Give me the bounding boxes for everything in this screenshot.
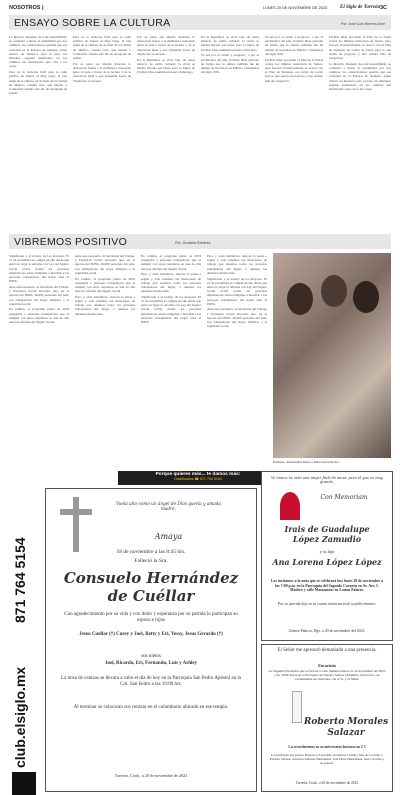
issue-date: LUNES 20 DE NOVIEMBRE DE 2023 xyxy=(263,6,327,10)
article-photo xyxy=(273,253,391,458)
classifieds-banner xyxy=(118,471,278,485)
roberto-name: Roberto Morales Salazar xyxy=(303,717,389,738)
irais-prefix: Con Memoriam xyxy=(320,494,368,501)
newspaper-brand: El Siglo de Torreón xyxy=(340,5,381,10)
obituary-consuelo xyxy=(45,488,257,792)
vibrant-column-3: En cambio, el programa piloto de 2019 aseguraba a personas trabajadoras que al cumplir con estos requisitos se dan de alta ante las oficinas del Seguro Social. Esto, y otras iniciativas, marcan la pauta a seguir y sólo tenemos las situaciones de trabajo que tenemos todos los personas trabajadoras del hogar, a quienes les debemos mucho más. Significado y el trabajo de los mayores. El 21 de noviembre se cumple un año desde que entró en vigor la reforma a la Ley del Seguro Social (LSS) donde las personas empleadoras están obligadas a inscribir a las personas trabajadoras del hogar ante el IMSS. xyxy=(141,254,201,325)
vibrant-column-1: Significado y el trabajo de los mayores. El 21 de noviembre se cumple un año desde que entró en vigor la reforma a la Ley del Seguro Social (LSS) donde las personas empleadoras están obligadas a inscribir a las personas trabajadoras del hogar ante el IMSS. Ante este escenario, la Secretaría del Trabajo y Previsión Social encontró que, en el reporte del IMSS, 46,000 personas del país, son trabajadores del hogar afiliados a la seguridad social. En cambio, el programa piloto de 2019 aseguraba a personas trabajadoras que al cumplir con estos requisitos se dan de alta ante las oficinas del Seguro Social. xyxy=(9,254,69,325)
obit-name: Consuelo Hernández de Cuéllar xyxy=(63,569,239,605)
irais-ask: Por su querida hija en su cuarto aniversario de su fallecimiento. xyxy=(277,602,377,606)
obituary-roberto xyxy=(261,644,393,792)
ribbon-icon xyxy=(280,492,300,520)
candle-icon xyxy=(292,691,302,723)
cross-icon xyxy=(56,497,96,552)
irais-body: Los invitamos a la misa que se celebrará hoy lunes 20 de noviembre a las 7:00 p.m. en la Parroquia del Sagrado Corazón en Av. Ave. I. Madero y calle Matamoros en Lomas Palacio. xyxy=(270,579,384,592)
roberto-participants: Le participan sus padres Roberto e Leopoldo, hermanos: Arturo, Ma. de Lourdes y Fabiola Salazar, sobrinos Antonio Hernández, Joel Pérez Hernández, Ana Carolina y su esposo. xyxy=(269,753,385,765)
classifieds-banner-text: Porque quieres más... te damos más: xyxy=(155,472,241,477)
side-phone: 871 764 5154 xyxy=(12,537,28,623)
classifieds-banner-phone: 871 764 5154 xyxy=(199,477,222,481)
page-number: 3C xyxy=(380,5,388,11)
roberto-text: La Segunda Eucaristía que se llevará a cabo mañana martes 21 de noviembre del 2023 a las 19:00 horas en la Parroquia de Nuestra Señora Chiquitita, Para favor cae cordialmente ser invitados con el Sr. y al Señor. xyxy=(268,669,386,681)
culture-section-header xyxy=(9,15,391,30)
obit-body: Con agradecimiento por su vida y con dolor y esperanza por su partida lo participan su esposo e hijos xyxy=(64,612,238,623)
roberto-footer: Torreón, Coah., a 20 de noviembre de 2023 xyxy=(295,781,359,785)
culture-column-3: Por su parte sus ideales liberales lo destacaron fuerte a la militancia, buscando guiar al país a través de la lectura y de la educación ideal y que Sebastián Lerdo de Tejada fue su sucesor. En la República se vivía bajo un tenaz silencio de exilio cultural; la crisis se habían llevado sus ideas, pero la figura de Porfirio Díaz asumiría un nuevo liderazgo. xyxy=(137,35,195,75)
club-side-strip xyxy=(9,488,39,795)
classifieds-label: Clasificados xyxy=(174,477,194,481)
obit-mass: La misa de cenizas se llevara a cabo el día de hoy en la Parroquia San Pedro Apóstol en la Col. San Isidro a las 19:00 hrs. xyxy=(60,676,242,687)
roberto-note: La recordaremos en su aniversario luctuoso no 2 3 xyxy=(288,745,366,749)
culture-column-1: La historia. Después de toda inestabilidad, se comenzó a llevar la estabilidad por dos caminos, los conservadores querían que esa sociedad en el Europa de siempre, quien obtuvo un monarca para el país, los liberales, seguían insistiendo en los caminos ese monárquico que crea a las cosas. Pero no lo hicieron fácil para la culta política de Juárez ni muy larga, ni una suma de la cultura, en su final de la Ciudad de México, cuando tuvo que dejarlo a Comonfort cuando este dio un autogolpe de estado. xyxy=(9,35,67,96)
club-logo xyxy=(12,772,36,795)
culture-column-4: En la República se vivía bajo un tenaz silencio de exilio cultural; la crisis se habían llevado sus ideas, pero la figura de Porfirio Díaz asumiría un nuevo liderazgo. Ya sea por el 'orden y progreso', o por el pacificador del país, Porfirio Díaz gobernó de forma que la cultura también fue un tiempo de inversión en México a mediados del siglo XIX. xyxy=(201,35,259,75)
culture-title: ENSAYO SOBRE LA CULTURA xyxy=(14,17,171,29)
irais-joiner: y su hijo xyxy=(319,549,335,554)
obit-date: 18 de noviembre a las 8:45 hrs. xyxy=(116,549,186,555)
obit-family: Jesus Cuellar (†) Corey y Joel, Betty y Eri, Yessy, Jesus Gerardo (†) xyxy=(79,632,223,637)
obituary-irais xyxy=(261,471,393,641)
irais-quote: Yo nunca he sido una mujer fácil de amar, pero el que es muy grande. xyxy=(271,476,383,485)
obit-prefix: Amaya xyxy=(154,532,183,541)
vibrant-column-2: Ante este escenario, la Secretaría del Trabajo y Previsión Social encontró que, en el reporte del IMSS, 46,000 personas del país, son trabajadores del hogar afiliados a la seguridad social. En cambio, el programa piloto de 2019 aseguraba a personas trabajadoras que al cumplir con estos requisitos se dan de alta ante las oficinas del Seguro Social. Esto, y otras iniciativas, marcan la pauta a seguir y sólo tenemos las situaciones de trabajo que tenemos todos los personas trabajadoras del hogar, a quienes les debemos mucho más. xyxy=(75,254,135,316)
obit-grandkids-label: sus nietos xyxy=(141,654,161,659)
vibrant-section-header xyxy=(9,234,391,249)
culture-column-5: Ya sea por el 'orden y progreso', o por el pacificador del país, Porfirio Díaz gobernó de forma que la cultura también fue un tiempo de inversión en México a mediados del siglo XIX. Porfirio Díaz proclamó el Plan de la Noria contra los últimos reelección de Juárez, pero fracasó. Posteriormente, se acercó con el Plan de Tuxtepec en contra de Lerdo para lo que serían su proyecto y una cultura más de ocupación. xyxy=(265,35,323,83)
irais-footer: Gómez Palacio, Dgo. a 20 de noviembre del 2023. xyxy=(288,629,366,633)
vibrant-column-4: Esto, y otras iniciativas, marcan la pauta a seguir y sólo tenemos las situaciones de trabajo que tenemos todos los personas trabajadoras del hogar, a quienes les debemos mucho más. Significado y el trabajo de los mayores. El 21 de noviembre se cumple un año desde que entró en vigor la reforma a la Ley del Seguro Social (LSS) donde las personas empleadoras están obligadas a inscribir a las personas trabajadoras del hogar ante el IMSS. Ante este escenario, la Secretaría del Trabajo y Previsión Social encontró que, en el reporte del IMSS, 46,000 personas del país, son trabajadores del hogar afiliados a la seguridad social. xyxy=(207,254,267,329)
obit-verb: Falleció la Sra. xyxy=(134,558,168,564)
roberto-header: El Señor me apresuró demasiado a una presencia. xyxy=(277,648,377,653)
section-label: NOSOTROS | xyxy=(9,5,44,11)
side-site: club.elsiglo.mx xyxy=(12,666,28,768)
obit-grandkids: Joel, Ricardo, Eri, Fernando, Luis y Ashley xyxy=(104,661,198,666)
culture-column-2: Pero no lo hicieron fácil para la culta política de Juárez ni muy larga, ni una suma de la cultura, en su final de la Ciudad de México, cuando tuvo que dejarlo a Comonfort cuando este dio un autogolpe de estado. Por su parte sus ideales liberales lo destacaron fuerte a la militancia, buscando guiar al país a través de la lectura y de la educación ideal y que Sebastián Lerdo de Tejada fue su sucesor. xyxy=(73,35,131,83)
vibrant-byline: Por: Graciela Ramírez xyxy=(175,241,211,245)
roberto-eucharist: Eucaristía xyxy=(318,663,336,668)
obit-footer: Torreón, Coah., a 20 de noviembre de 2023 xyxy=(114,773,188,778)
obit-quote: Vuela alto como un ángel de Dios quería y amada madre. xyxy=(116,501,221,511)
photo-caption: Pamelero, Mansanillas Reyes y Maria Pérez-Rocha. xyxy=(273,460,340,464)
page-header xyxy=(9,5,391,13)
obit-thanks: Al terminar se colocaran sus cenizas en el columbario ubicado en ese templo. xyxy=(73,705,229,710)
irais-name: Irais de Guadalupe López Zamudio xyxy=(284,524,370,544)
vibrant-title: VIBREMOS POSITIVO xyxy=(14,236,128,248)
ana-name: Ana Lorena López López xyxy=(272,557,382,567)
phone-icon: ☎ xyxy=(194,477,199,481)
culture-byline: Por: José Luis Herrera Arce xyxy=(340,22,385,26)
culture-column-6: Porfirio Díaz proclamó el Plan de la Noria contra los últimos reelección de Juárez, pero fracasó. Posteriormente, se acercó con el Plan de Tuxtepec en contra de Lerdo para lo que serían su proyecto y una cultura más de ocupación. La historia. Después de toda inestabilidad, se comenzó a llevar la estabilidad por dos caminos, los conservadores querían que esa sociedad en el Europa de siempre, quien obtuvo un monarca para el país, los liberales, seguían insistiendo en los caminos ese monárquico que crea a las cosas. xyxy=(329,35,391,91)
